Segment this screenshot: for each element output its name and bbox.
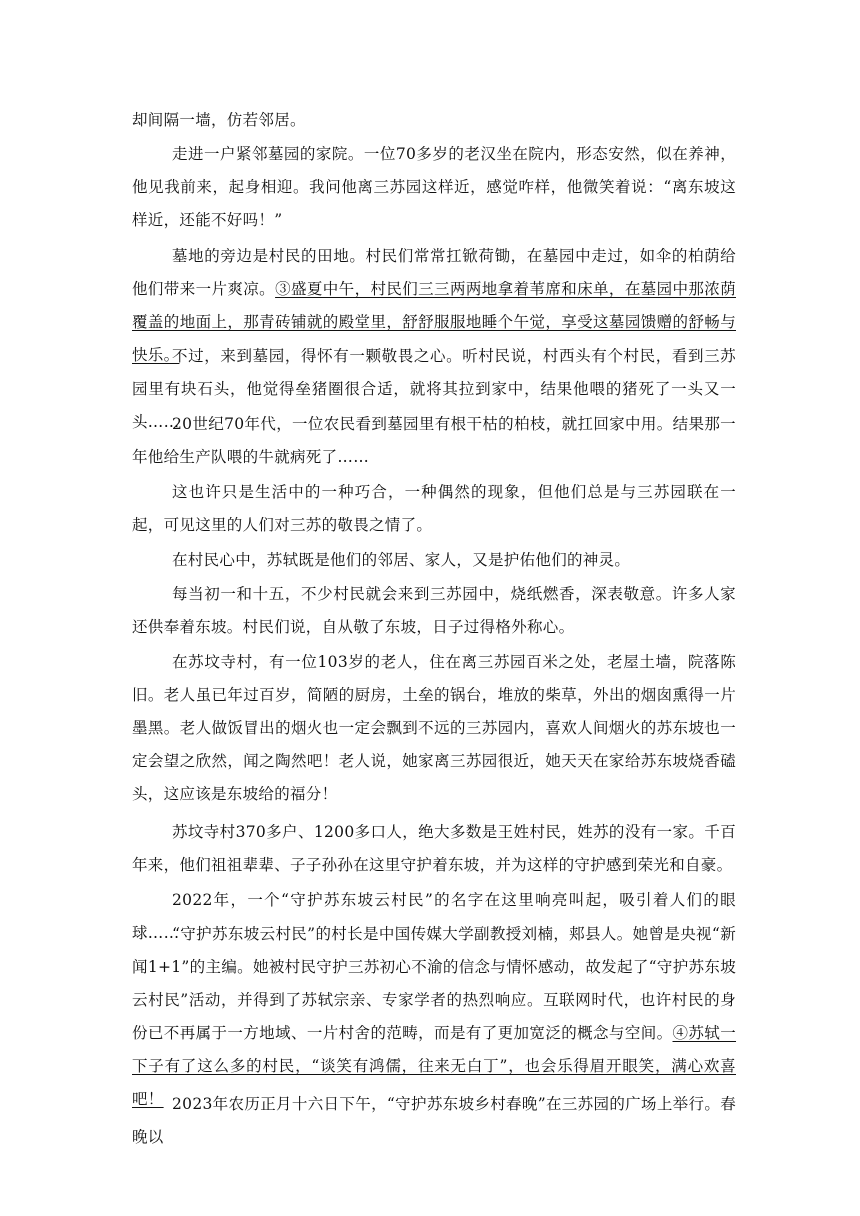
paragraph-6: 这也许只是生活中的一种巧合，一种偶然的现象，但他们总是与三苏园联在一起，可见这里的人们对三苏的敬畏之情了。 <box>132 483 736 534</box>
paragraph-5: 20世纪70年代，一位农民看到墓园里有根干枯的柏枝，就扛回家中用。结果那一年他给生产队喂的牛就病死了…… <box>132 415 736 466</box>
paragraph-7: 在村民心中，苏轼既是他们的邻居、家人，又是护佑他们的神灵。 <box>172 551 631 569</box>
paragraph-11: 2022年，一个“守护苏东坡云村民”的名字在这里响亮叫起，吸引着人们的眼球…… <box>132 891 736 942</box>
paragraph-3-text: 墓地的旁边是村民的田地。村民们常常扛锨荷锄，在墓园中走过，如伞的柏荫给他们带来一片爽凉。 <box>132 247 736 298</box>
paragraph-8: 每当初一和十五，不少村民就会来到三苏园中，烧纸燃香，深表敬意。许多人家还供奉着东坡。村民们说，自从敬了东坡，日子过得格外称心。 <box>132 585 736 636</box>
paragraph-12 <box>132 918 736 1116</box>
paragraph-1: 却间隔一墙，仿若邻居。 <box>132 111 306 129</box>
underlined-sentence-3: ③盛夏中午，村民们三三两两地拿着苇席和床单，在墓园中那浓荫覆盖的地面上，那青砖铺就的殿堂里，舒舒服服地睡个午觉，享受这墓园馈赠的舒畅与快乐。 <box>132 280 736 364</box>
paragraph-13: 2023年农历正月十六日下午，“守护苏东坡乡村春晚”在三苏园的广场上举行。春晚以 <box>132 1095 736 1146</box>
paragraph-9: 在苏坟寺村，有一位103岁的老人，住在离三苏园百米之处，老屋土墙，院落陈旧。老人虽已年过百岁，简陋的厨房，土垒的锅台，堆放的柴草，外出的烟囱熏得一片墨黑。老人做饭冒出的烟火也一定会飘到不远的三苏园内，喜欢人间烟火的苏东坡也一定会望之欣然，闻之陶然吧！老人说，她家离三苏园很近，她天天在家给苏东坡烧香磕头，这应该是东坡给的福分！ <box>132 653 736 803</box>
underlined-sentence-4: ④苏轼一下子有了这么多的村民，“谈笑有鸿儒，往来无白丁”，也会乐得眉开眼笑，满心欢喜吧！ <box>132 1024 737 1108</box>
paragraph-12-text: “守护苏东坡云村民”的村长是中国传媒大学副教授刘楠，郏县人。她曾是央视“新闻1+1”的主编。她被村民守护三苏初心不渝的信念与情怀感动，故发起了“守护苏东坡云村民”活动，并得到了苏轼宗亲、专家学者的热烈响应。互联网时代，也许村民的身份已不再属于一方地域、一片村舍的范畴，而是有了更加宽泛的概念与空间。 <box>132 925 736 1042</box>
paragraph-2: 走进一户紧邻墓园的家院。一位70多岁的老汉坐在院内，形态安然，似在养神，他见我前来，起身相迎。我问他离三苏园这样近，感觉咋样，他微笑着说：“离东坡这样近，还能不好吗！” <box>132 145 736 229</box>
paragraph-4: 不过，来到墓园，得怀有一颗敬畏之心。听村民说，村西头有个村民，看到三苏园里有块石头，他觉得垒猪圈很合适，就将其拉到家中，结果他喂的猪死了一头又一头…… <box>132 347 736 431</box>
paragraph-10: 苏坟寺村370多户、1200多口人，绝大多数是王姓村民，姓苏的没有一家。千百年来，他们祖祖辈辈、子子孙孙在这里守护着东坡，并为这样的守护感到荣光和自豪。 <box>132 823 736 874</box>
